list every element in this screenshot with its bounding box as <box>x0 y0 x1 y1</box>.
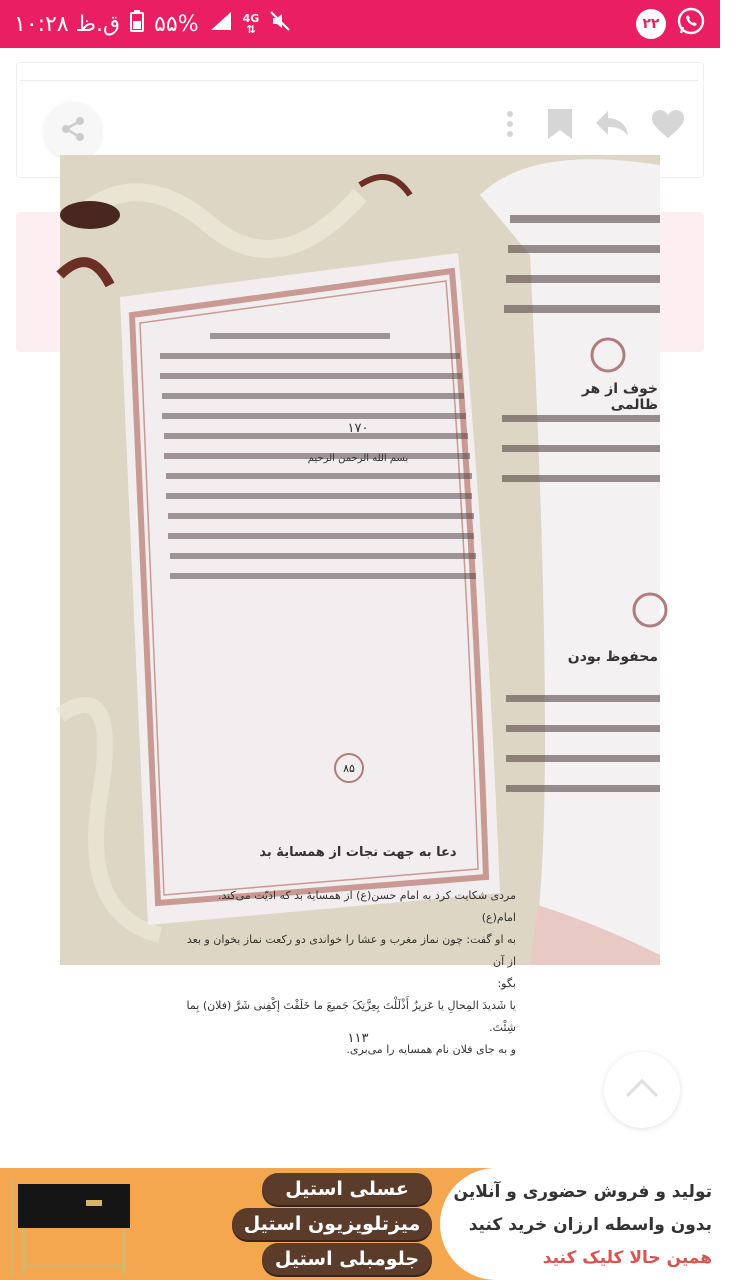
signal-icon <box>209 10 233 38</box>
divider <box>20 80 698 81</box>
status-bar <box>0 0 720 48</box>
ad-text <box>442 1176 712 1275</box>
like-button[interactable] <box>648 106 688 146</box>
body-line: به او گفت: چون نماز مغرب و عشا را خواندی دو رکعت نماز بخوان و بعد از آن <box>186 933 516 968</box>
bismillah-text: بسم الله الرحمن الرحيم <box>307 453 409 464</box>
chevron-up-icon <box>625 1078 659 1102</box>
body-line: بگو: <box>497 977 516 990</box>
bookmark-button[interactable] <box>540 106 580 146</box>
battery-icon <box>130 10 144 38</box>
section-heading: دعا به جهت نجات از همسایهٔ بد <box>259 845 457 860</box>
right-page-heading-2: محفوظ بودن <box>567 649 658 665</box>
time-text: ۱۰:۲۸ ق.ظ <box>14 11 121 37</box>
ad-line-2: بدون واسطه ارزان خرید کنید <box>468 1215 712 1235</box>
furniture-image <box>10 1176 135 1276</box>
post-photo[interactable] <box>60 155 660 1056</box>
battery-percent: ۵۵% <box>154 11 199 37</box>
body-line: یا شَدیدَ المِحالِ یا عَزیزُ أَذْلَلْتَ بِعِزَّتِکَ جَمیعَ ما خَلَقْتَ إکْفِنی شَرَّ (فلان) بِما شِئْتَ. <box>186 999 516 1034</box>
share-icon <box>59 115 87 147</box>
ad-pill-tv-stand[interactable]: میزتلویزیون استیل <box>232 1208 432 1240</box>
scroll-to-top-button[interactable] <box>604 1052 680 1128</box>
right-page-heading-1: خوف از هر ظالمی <box>581 381 658 413</box>
whatsapp-icon <box>676 6 706 42</box>
notification-count: ۲۲ <box>636 9 666 39</box>
share-button[interactable] <box>44 102 102 160</box>
ad-pill-coffee-table[interactable]: جلومبلی استیل <box>262 1243 432 1275</box>
network-type: 4G ⇅ <box>242 12 260 36</box>
page-number-bottom: ۱۱۳ <box>347 1031 369 1046</box>
section-number-badge: ۸۵ <box>334 753 364 783</box>
page-number-top: ۱۷۰ <box>347 421 369 436</box>
ad-line-1: تولید و فروش حضوری و آنلاین <box>453 1182 712 1202</box>
body-line: و به جای فلان نام همسایه را می‌بری. <box>346 1043 516 1056</box>
reply-button[interactable] <box>592 106 632 146</box>
heart-icon <box>651 109 685 143</box>
bookmark-icon <box>546 107 574 145</box>
ad-pill-side-table[interactable]: عسلی استیل <box>262 1173 432 1205</box>
more-options-button[interactable] <box>490 106 530 146</box>
mute-icon <box>269 10 291 38</box>
more-icon <box>505 109 515 143</box>
ad-cta[interactable]: همین حالا کلیک کنید <box>542 1248 712 1268</box>
reply-icon <box>594 109 630 143</box>
book-page <box>158 413 538 1056</box>
body-line: مردی شکایت کرد به امام حسن(ع) از همسایهٔ بد که اذیّت می‌کند. امام(ع) <box>217 889 516 924</box>
ad-banner[interactable] <box>0 1168 720 1280</box>
